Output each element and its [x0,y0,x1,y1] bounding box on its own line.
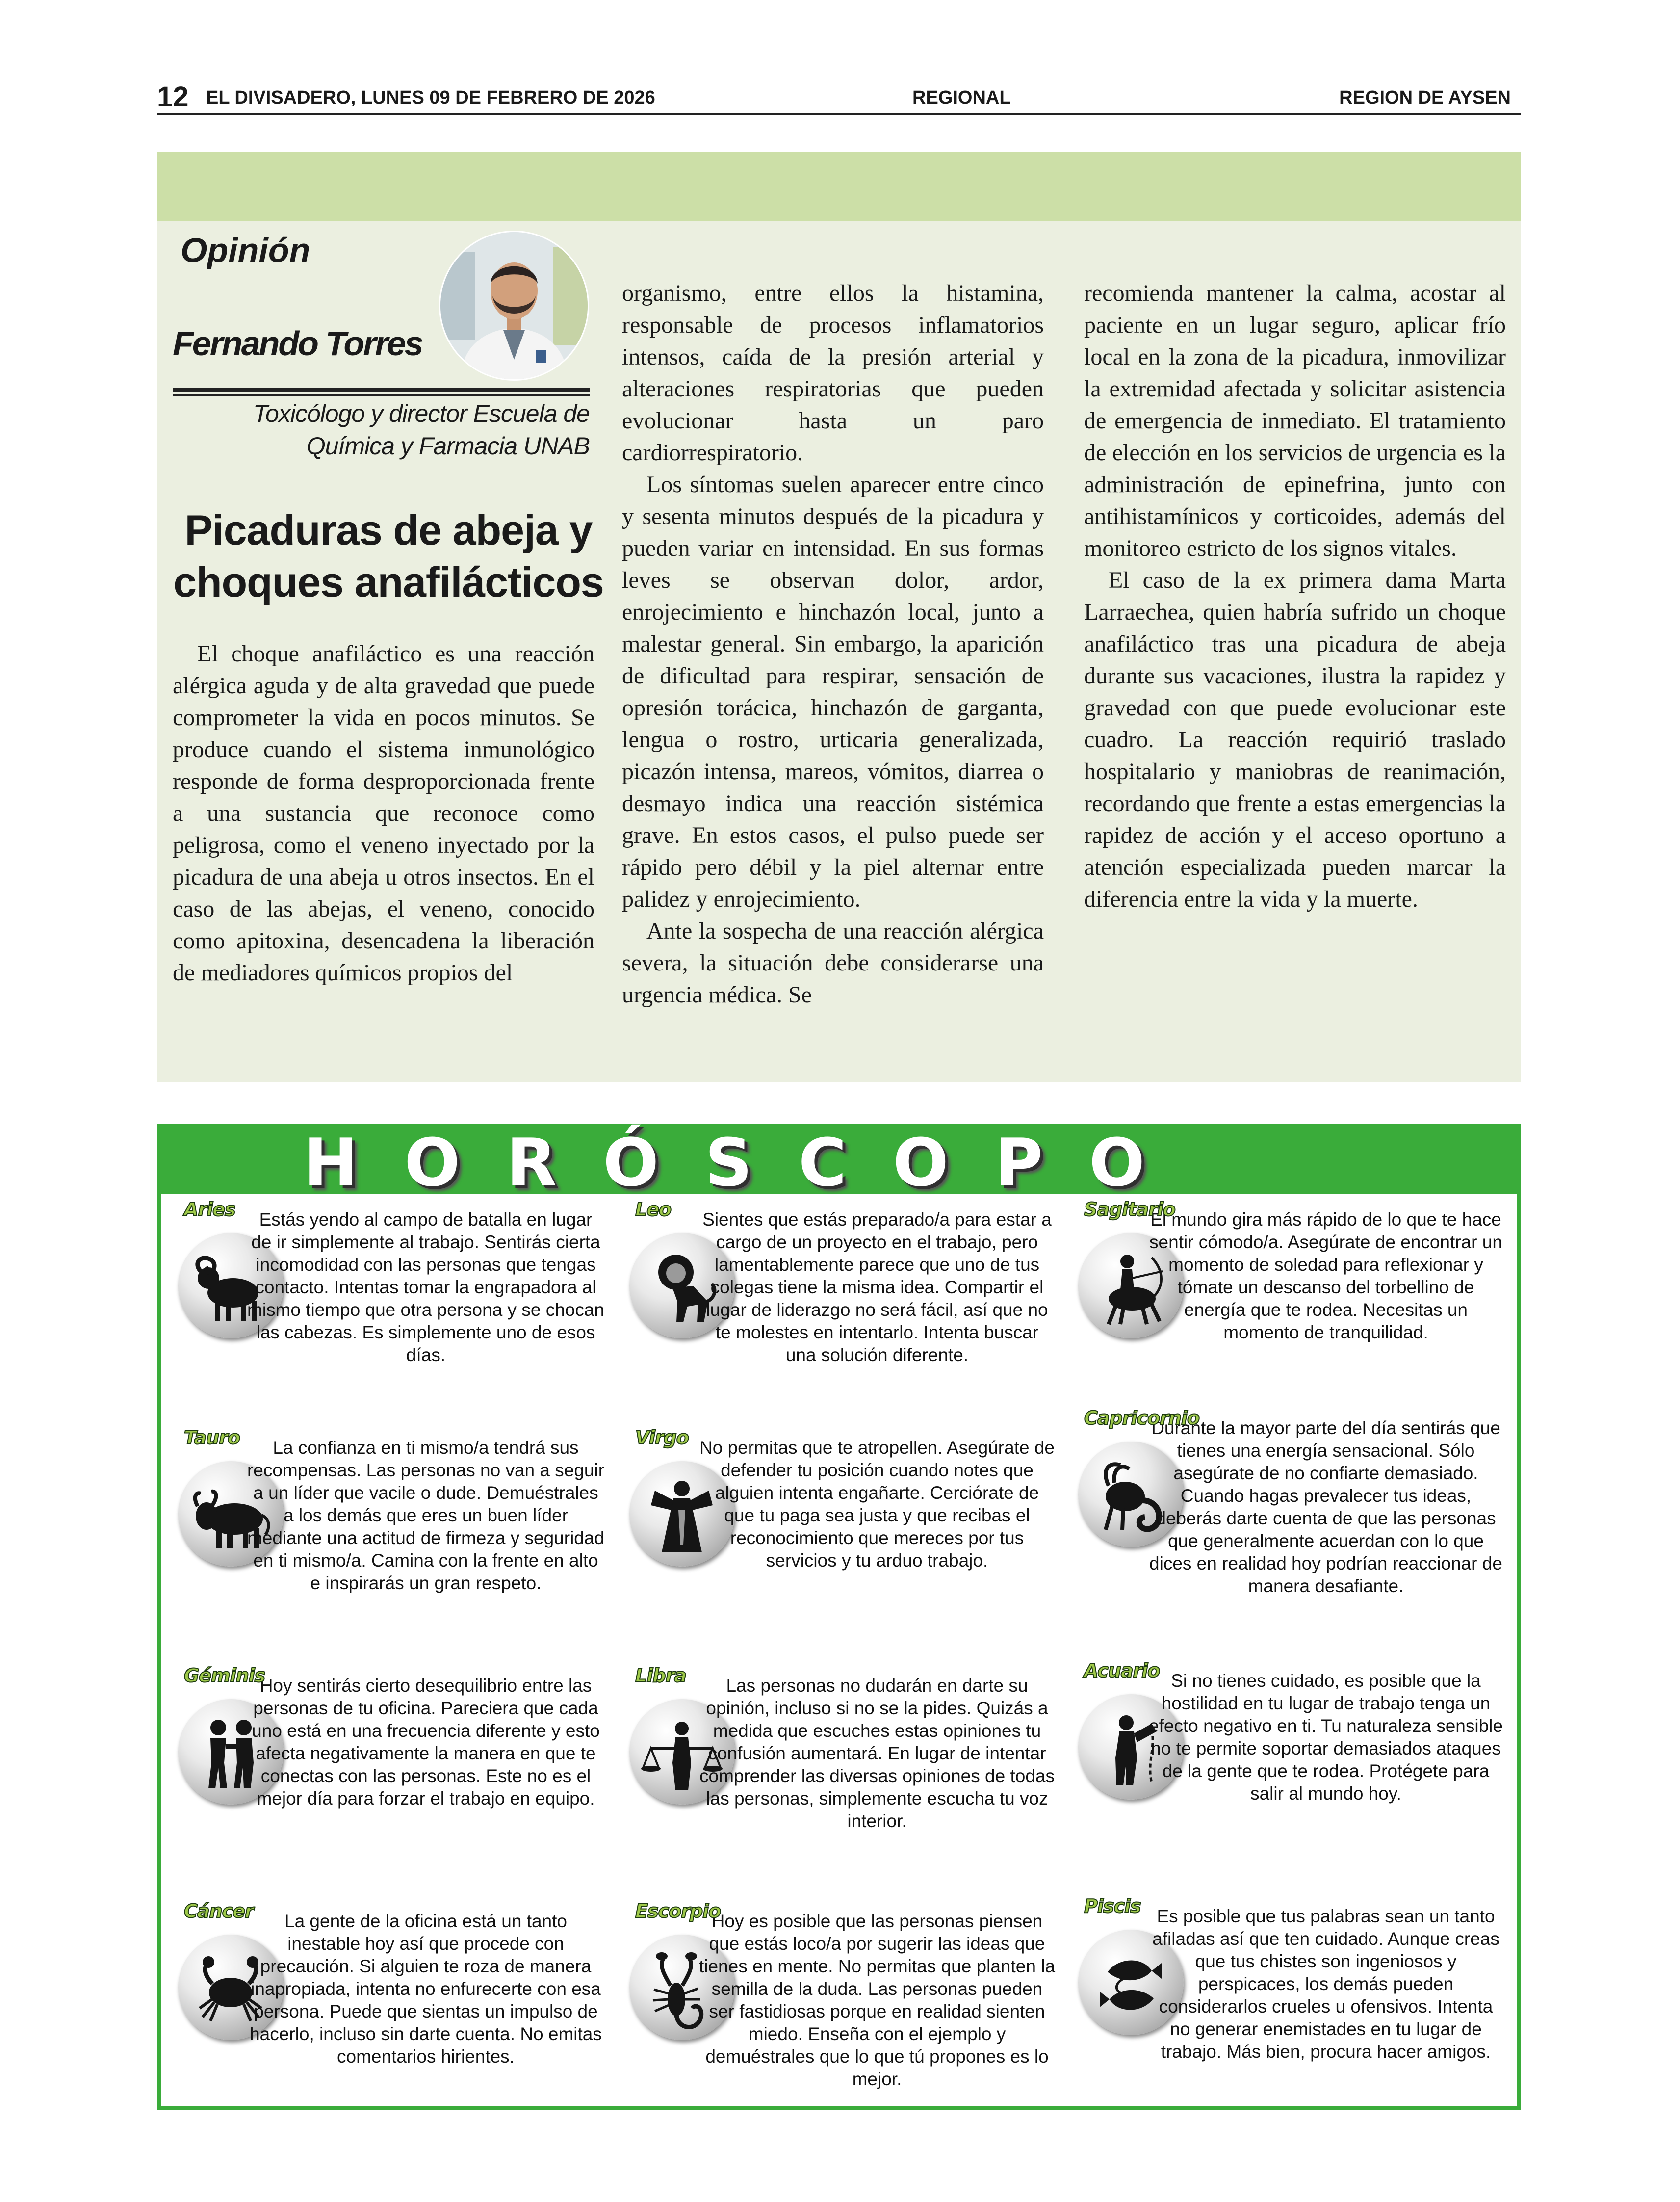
sign-name: Virgo [635,1427,689,1448]
sign-text: El mundo gira más rápido de lo que te hace sentir cómodo/a. Asegúrate de encontrar un momento de soledad para reflexionar y tómate un descanso del torbellino de energía que te rodea. Necesitas un momento de tranquilidad. [1149,1209,1502,1342]
sign-name: Piscis [1084,1895,1141,1917]
paragraph: recomienda mantener la calma, acostar al paciente en un lugar seguro, aplicar frío local en la zona de la picadura, inmovilizar la extremidad afectada y solicitar asistencia de emergencia de inmediato. El tratamiento de elección en los servicios de urgencia es la administración de epinefrina, junto con antihistamínicos y corticoides, además del monitoreo estricto de los signos vitales. [1084,280,1506,561]
sign-name: Sagitario [1084,1199,1175,1220]
sign-name: Escorpio [635,1900,721,1922]
sign-text: No permitas que te atropellen. Asegúrate de defender tu posición cuando notes que alguien intenta engañarte. Cerciórate de que tu paga sea justa y que recibas el reconocimiento que mereces por tus servicios y tu arduo trabajo. [699,1438,1055,1571]
article-column-3 [1084,277,1506,915]
sign-geminis [173,1665,605,1871]
opinion-banner [157,152,1521,221]
sign-text: Si no tienes cuidado, es posible que la hostilidad en tu lugar de trabajo tenga un efecto negativo en ti. Tu naturaleza sensible no te permite soportar demasiados ataques de la gente que te rodea. Protégete para salir al mundo hoy. [1149,1671,1503,1804]
sign-text: Es posible que tus palabras sean un tanto afiladas así que ten cuidado. Aunque creas que tus chistes son ingeniosos y perspicaces, los demás pueden considerarlos crueles u ofensivos. Intenta no generar enemistades en tu lugar de trabajo. Más bien, procura hacer amigos. [1152,1906,1499,2062]
section-name: REGIONAL [912,87,1011,108]
horoscope-section [157,1124,1521,2110]
sign-text: Estás yendo al campo de batalla en lugar de ir simplemente al trabajo. Sentirás cierta incomodidad con las personas que tengas contacto. Intentas tomar la engrapadora al mismo tiempo que otra persona y se chocan las cabezas. Es simplemente uno de esos días. [247,1209,605,1365]
sign-text: La gente de la oficina está un tanto inestable hoy así que procede con precaución. Si alguien te roza de manera inapropiada, intenta no enfurecerte con esa persona. Puede que sientas un impulso de hacerlo, incluso sin darte cuenta. No emitas comentarios hirientes. [250,1911,602,2067]
paragraph: Los síntomas suelen aparecer entre cinco y sesenta minutos después de la picadura y pueden variar en intensidad. En sus formas leves se observan dolor, ardor, enrojecimiento e hinchazón local, junto a malestar general. Sin embargo, la aparición de dificultad para respirar, sensación de opresión torácica, hinchazón de garganta, lengua o rostro, urticaria generalizada, picazón intensa, mareos, vómitos, diarrea o desmayo indica una reacción sistémica grave. En estos casos, el pulso puede ser rápido pero débil y la piel alternar entre palidez y enrojecimiento. [622,472,1044,912]
sign-name: Capricornio [1084,1407,1200,1429]
sign-acuario [1073,1660,1505,1866]
sign-name: Acuario [1084,1660,1160,1681]
paragraph: El choque anafiláctico es una reacción alérgica aguda y de alta gravedad que puede comprometer la vida en pocos minutos. Se produce cuando el sistema inmunológico responde de forma desproporcionada frente a una sustancia que reconoce como peligrosa, como el veneno inyectado por la picadura de una abeja u otros insectos. En el caso de las abejas, el veneno, conocido como apitoxina, desencadena la liberación de mediadores químicos propios del [173,641,594,986]
sign-tauro [173,1427,605,1633]
article-title: Picaduras de abeja y choques anafilácticos [173,507,604,606]
author-rule-thin [173,394,590,396]
sign-text: La confianza en ti mismo/a tendrá sus recompensas. Las personas no van a seguir a un líder que vacile o dude. Demuéstrales a los demás que eres un buen líder mediante una actitud de firmeza y seguridad en ti mismo/a. Camina con la frente en alto e inspirarás un gran respeto. [247,1438,605,1593]
opinion-article [157,152,1521,1082]
sign-virgo [624,1427,1056,1633]
sign-name: Aries [184,1199,235,1220]
article-column-2 [622,277,1044,1011]
author-name: Fernando Torres [173,324,422,363]
sign-text: Las personas no dudarán en darte su opinión, incluso si no se la pides. Quizás a medida que escuches estas opiniones tu confusión aumentará. En lugar de intentar comprender las diversas opiniones de todas las personas, simplemente escucha tu voz interior. [699,1676,1055,1831]
sign-name: Tauro [184,1427,240,1448]
sign-libra [624,1665,1056,1871]
sign-aries [173,1199,605,1405]
sign-text: Hoy es posible que las personas piensen que estás loco/a por sugerir las ideas que tienes en mente. No permitas que planten la semilla de la duda. Las personas pueden ser fastidiosas porque en realidad sienten miedo. Enseña con el ejemplo y demuéstrales que lo que tú propones es lo mejor. [698,1911,1056,2089]
sign-name: Géminis [184,1665,265,1686]
sign-name: Libra [635,1665,686,1686]
paragraph: Ante la sospecha de una reacción alérgica severa, la situación debe considerarse una urgencia médica. Se [622,918,1044,1008]
sign-escorpio [624,1900,1056,2106]
sign-text: Hoy sentirás cierto desequilibrio entre las personas de tu oficina. Pareciera que cada uno está en una frecuencia diferente y esto afecta negativamente la manera en que te conectas con las personas. Este no es el mejor día para forzar el trabajo en equipo. [252,1676,600,1809]
article-column-1 [173,638,594,989]
region-name: REGION DE AYSEN [1339,87,1511,108]
sign-capricornio [1073,1407,1505,1613]
horoscope-title: HORÓSCOPO [303,1125,1191,1201]
paragraph: El caso de la ex primera dama Marta Larraechea, quien habría sufrido un choque anafiláctico tras una picadura de abeja durante sus vacaciones, ilustra la rapidez y gravedad con que puede evolucionar este cuadro. La reacción requirió traslado hospitalario y maniobras de reanimación, recordando que frente a estas emergencias la rapidez de acción y el acceso oportuno a atención especializada pueden marcar la diferencia entre la vida y la muerte. [1084,567,1506,912]
sign-name: Leo [635,1199,672,1220]
author-rule [173,388,590,392]
sign-text: Durante la mayor parte del día sentirás que tienes una energía sensacional. Sólo asegúrate de no confiarte demasiado. Cuando hagas prevalecer tus ideas, deberás darte cuenta de que las personas que generalmente acuerdan con lo que dices en realidad hoy podrían reaccionar de manera desafiante. [1149,1418,1502,1596]
author-role: Toxicólogo y director Escuela de Química y Farmacia UNAB [253,400,590,460]
paragraph: organismo, entre ellos la histamina, responsable de procesos inflamatorios intensos, caída de la presión arterial y alteraciones respiratorias que pueden evolucionar hasta un paro cardiorrespiratorio. [622,280,1044,466]
publication-date: EL DIVISADERO, LUNES 09 DE FEBRERO DE 2026 [206,87,655,108]
sign-name: Cáncer [184,1900,254,1922]
author-photo [439,231,589,381]
sign-leo [624,1199,1056,1405]
sign-text: Sientes que estás preparado/a para estar a cargo de un proyecto en el trabajo, pero lamentablemente parece que uno de tus colegas tiene la misma idea. Compartir el lugar de liderazgo no será fácil, así que no te molestes en intentarlo. Intenta buscar una solución diferente. [702,1209,1052,1365]
opinion-label: Opinión [181,231,310,269]
page-header [157,81,1521,115]
page-number: 12 [157,81,189,113]
sign-piscis [1073,1895,1505,2101]
sign-cancer [173,1900,605,2106]
sign-sagitario [1073,1199,1505,1405]
